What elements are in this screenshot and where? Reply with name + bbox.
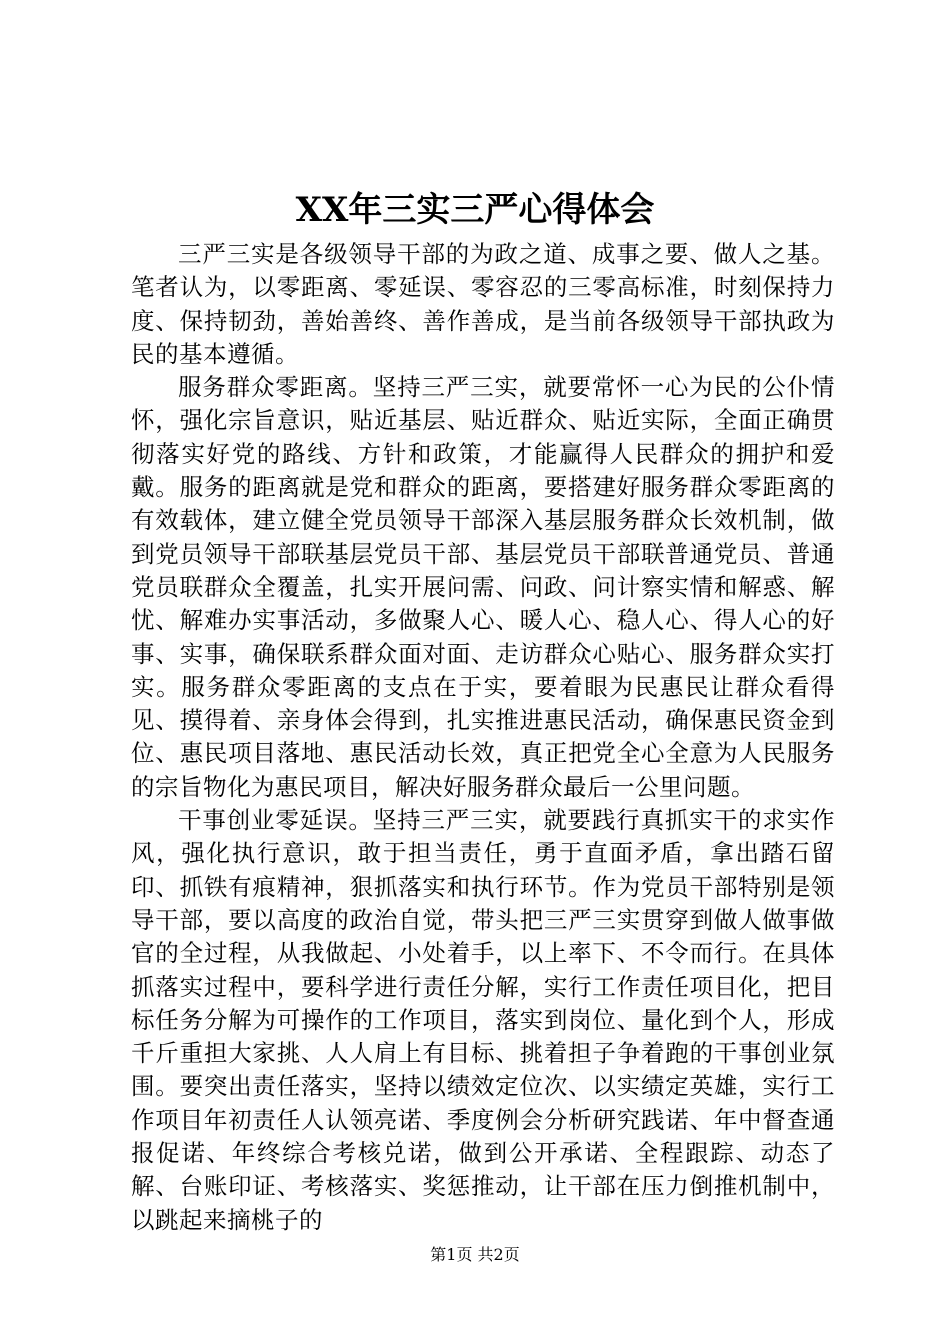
page-number: 第1页: [430, 1245, 473, 1264]
page-footer: [0, 1243, 950, 1267]
document-title: XX年三实三严心得体会: [295, 190, 655, 230]
paragraph-work-no-delay: 干事创业零延误。坚持三严三实，就要践行真抓实干的求实作风，强化执行意识，敢于担当责任，勇于直面矛盾，拿出踏石留印、抓铁有痕精神，狠抓落实和执行环节。作为党员干部特别是领导干部，要以高度的政治自觉，带头把三严三实贯穿到做人做事做官的全过程，从我做起、小处着手，以上率下、不令而行。在具体抓落实过程中，要科学进行责任分解，实行工作责任项目化，把目标任务分解为可操作的工作项目，落实到岗位、量化到个人，形成千斤重担大家挑、人人肩上有目标、挑着担子争着跑的干事创业氛围。要突出责任落实，坚持以绩效定位次、以实绩定英雄，实行工作项目年初责任人认领亮诺、季度例会分析研究践诺、年中督查通报促诺、年终综合考核兑诺，做到公开承诺、全程跟踪、动态了解、台账印证、考核落实、奖惩推动，让干部在压力倒推机制中，以跳起来摘桃子的: [131, 806, 835, 1234]
page-total: 共2页: [477, 1245, 520, 1264]
document-body: [131, 238, 835, 1237]
paragraph-serve-masses: 服务群众零距离。坚持三严三实，就要常怀一心为民的公仆情怀，强化宗旨意识，贴近基层、贴近群众、贴近实际，全面正确贯彻落实好党的路线、方针和政策，才能赢得人民群众的拥护和爱戴。服务的距离就是党和群众的距离，要搭建好服务群众零距离的有效载体，建立健全党员领导干部深入基层服务群众长效机制，做到党员领导干部联基层党员干部、基层党员干部联普通党员、普通党员联群众全覆盖，扎实开展问需、问政、问计察实情和解惑、解忧、解难办实事活动，多做聚人心、暖人心、稳人心、得人心的好事、实事，确保联系群众面对面、走访群众心贴心、服务群众实打实。服务群众零距离的支点在于实，要着眼为民惠民让群众看得见、摸得着、亲身体会得到，扎实推进惠民活动，确保惠民资金到位、惠民项目落地、惠民活动长效，真正把党全心全意为人民服务的宗旨物化为惠民项目，解决好服务群众最后一公里问题。: [131, 373, 835, 801]
paragraph-intro: 三严三实是各级领导干部的为政之道、成事之要、做人之基。笔者认为，以零距离、零延误、零容忍的三零高标准，时刻保持力度、保持韧劲，善始善终、善作善成，是当前各级领导干部执政为民的基本遵循。: [131, 240, 835, 368]
